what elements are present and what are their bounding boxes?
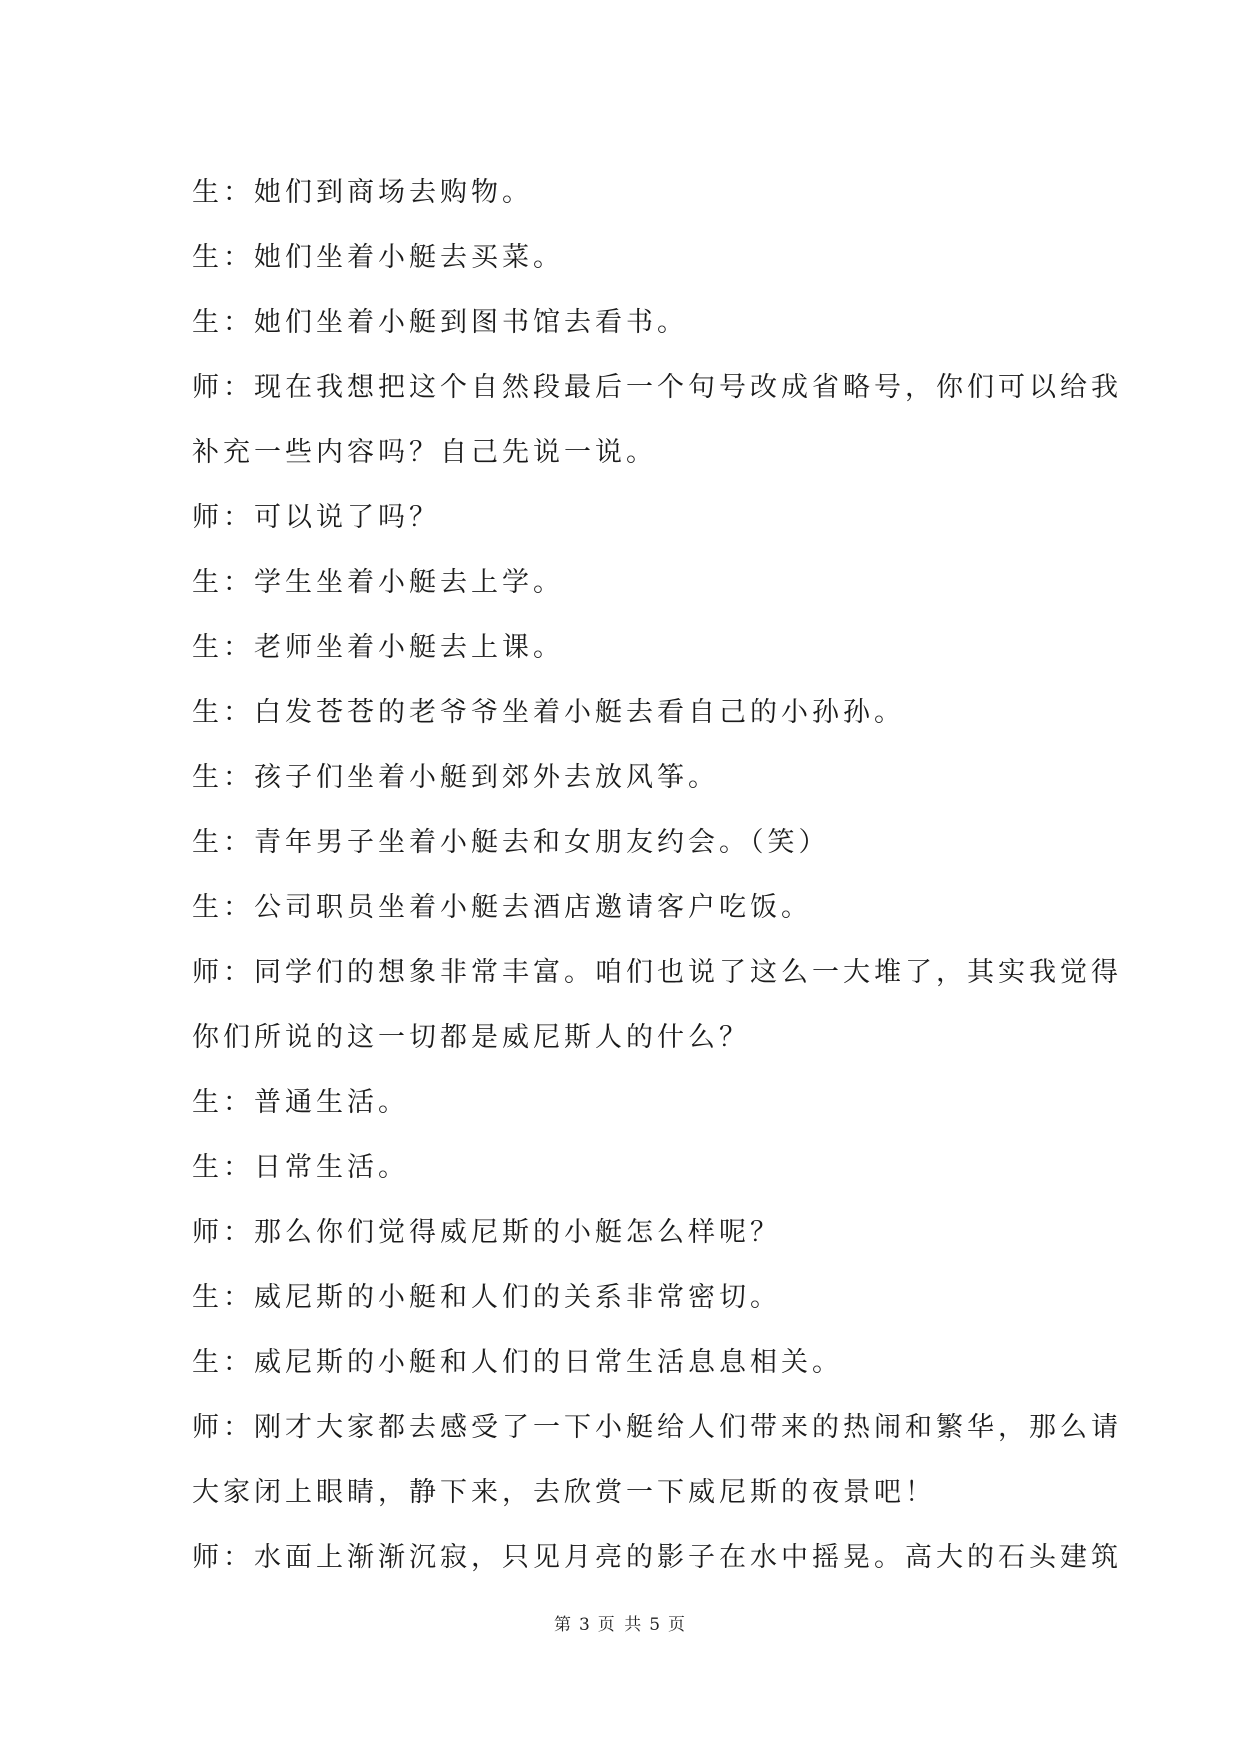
text-line: 生：她们到商场去购物。: [192, 177, 533, 208]
footer-prefix: 第: [553, 1615, 573, 1635]
text-line: 师：现在我想把这个自然段最后一个句号改成省略号，你们可以给我: [192, 372, 1122, 403]
text-line: 生：日常生活。: [192, 1152, 409, 1183]
total-page-count: 5: [649, 1615, 663, 1635]
text-line: 生：她们坐着小艇去买菜。: [192, 242, 564, 273]
page-body: [192, 160, 1122, 1590]
text-line: 大家闭上眼睛，静下来，去欣赏一下威尼斯的夜景吧！: [192, 1477, 936, 1508]
text-line: 师：那么你们觉得威尼斯的小艇怎么样呢？: [192, 1217, 781, 1248]
text-line: 生：青年男子坐着小艇去和女朋友约会。（笑）: [192, 827, 830, 858]
text-line: 生：白发苍苍的老爷爷坐着小艇去看自己的小孙孙。: [192, 697, 905, 728]
footer-suffix: 页: [668, 1615, 688, 1635]
footer-middle: 页 共: [597, 1615, 644, 1635]
text-line: 生：她们坐着小艇到图书馆去看书。: [192, 307, 688, 338]
text-line: 师：可以说了吗？: [192, 502, 440, 533]
text-line: 生：学生坐着小艇去上学。: [192, 567, 564, 598]
text-line: 生：孩子们坐着小艇到郊外去放风筝。: [192, 762, 719, 793]
text-line: 生：威尼斯的小艇和人们的日常生活息息相关。: [192, 1347, 843, 1378]
text-line: 你们所说的这一切都是威尼斯人的什么？: [192, 1022, 750, 1053]
text-line: 补充一些内容吗？自己先说一说。: [192, 437, 657, 468]
text-line: 生：威尼斯的小艇和人们的关系非常密切。: [192, 1282, 781, 1313]
text-line: 师：同学们的想象非常丰富。咱们也说了这么一大堆了，其实我觉得: [192, 957, 1122, 988]
page-footer: [0, 1610, 1241, 1635]
text-line: 生：老师坐着小艇去上课。: [192, 632, 564, 663]
current-page-number: 3: [578, 1615, 592, 1635]
text-line: 生：普通生活。: [192, 1087, 409, 1118]
text-line: 师：刚才大家都去感受了一下小艇给人们带来的热闹和繁华，那么请: [192, 1412, 1122, 1443]
text-line: 师：水面上渐渐沉寂，只见月亮的影子在水中摇晃。高大的石头建筑: [192, 1542, 1122, 1573]
text-line: 生：公司职员坐着小艇去酒店邀请客户吃饭。: [192, 892, 812, 923]
